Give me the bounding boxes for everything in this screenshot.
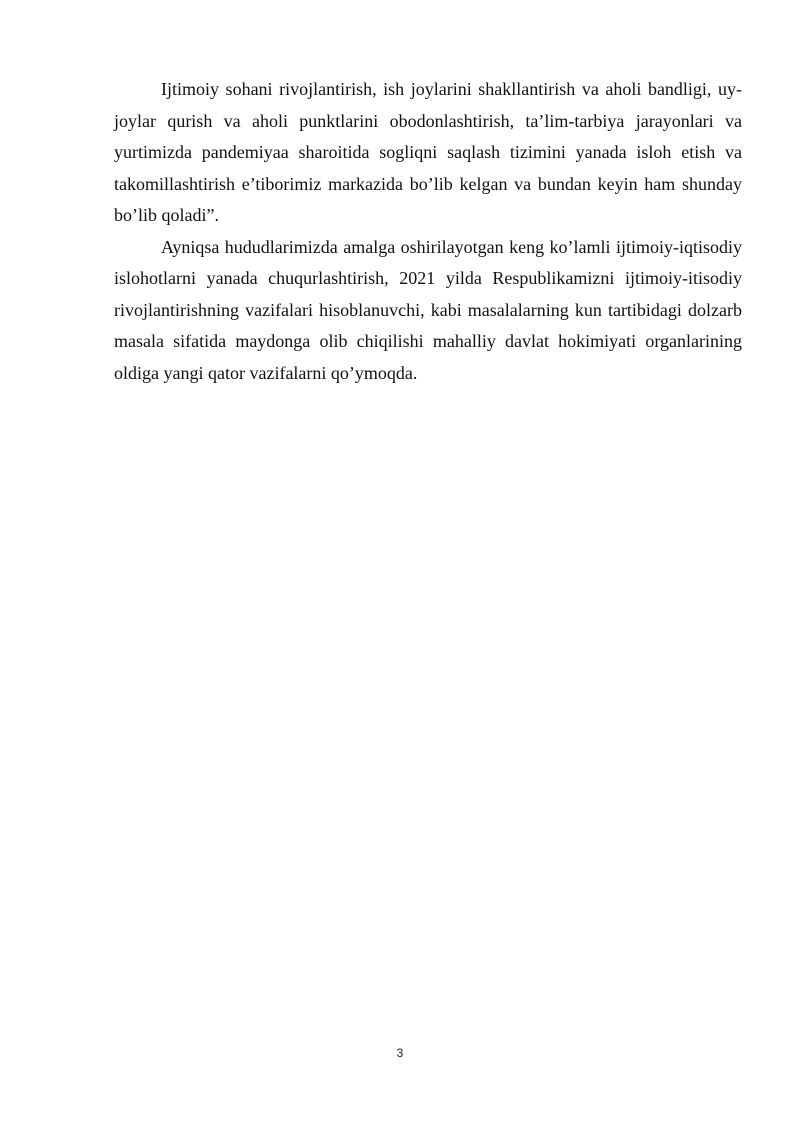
body-text xyxy=(114,74,742,389)
paragraph-1: Ijtimoiy sohani rivojlantirish, ish joylarini shakllantirish va aholi bandligi, uy-joylar qurish va aholi punktlarini obodonlashtirish, ta’lim-tarbiya jarayonlari va yurtimizda pandemiyaa sharoitida sogliqni saqlash tizimini yanada isloh etish va takomillashtirish e’tiborimiz markazida bo’lib kelgan va bundan keyin ham shunday bo’lib qoladi”. xyxy=(114,79,742,225)
page-number: 3 xyxy=(396,1046,404,1060)
paragraph-2: Ayniqsa hududlarimizda amalga oshirilayotgan keng ko’lamli ijtimoiy-iqtisodiy islohotlarni yanada chuqurlashtirish, 2021 yilda Respublikamizni ijtimoiy-itisodiy rivojlantirishning vazifalari hisoblanuvchi, kabi masalalarning kun tartibidagi dolzarb masala sifatida maydonga olib chiqilishi mahalliy davlat hokimiyati organlarining oldiga yangi qator vazifalarni qo’ymoqda. xyxy=(114,236,742,383)
